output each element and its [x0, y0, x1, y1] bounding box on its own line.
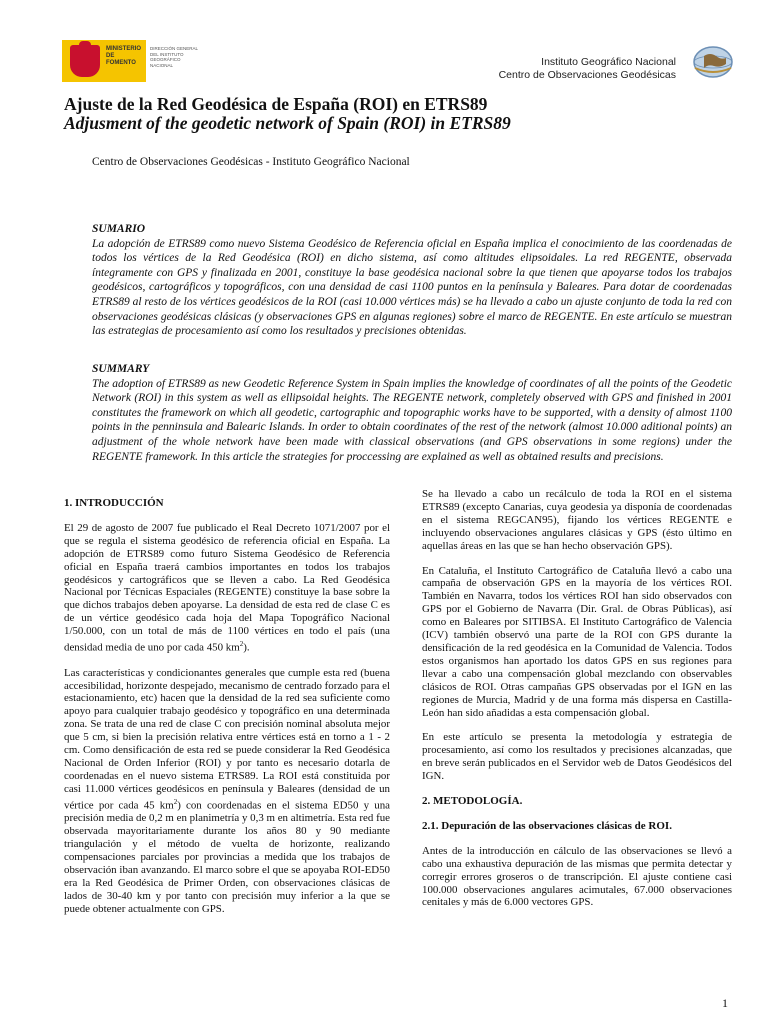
affiliation: Centro de Observaciones Geodésicas - Instituto Geográfico Nacional — [92, 156, 410, 168]
institute-header — [499, 56, 676, 82]
intro-paragraph-2: Las características y condicionantes generales que cumple esta red (buena accesibilidad, horizonte despejado, mecanismo de centrado forzado para el estacionamiento, etc) hacen que la densidad de la red sea suficiente como apoyo para cualquier trabajo geodésico y topográfico en una determinada zona. Se trata de una red de clase C con precisión nominal absoluta mejor que 5 cm, si bien la precisión relativa entre vértices está en torno a 1 - 2 cm. Como densificación de esta red se puede considerar la Red Geodésica Nacional de Orden Inferior (ROI) y por tanto es necesario dotarla de coordenadas en el nuevo sistema ETRS89. La ROI está constituida por casi 11.000 vértices geodésicos en península y Baleares (densidad de un vértice por cada 45 $km^2$) con coordenadas en el sistema ED50 y una precisión media de 0,2 m en planimetría y 0,3 m en altimetría. Esta red fue observada mayoritariamente durante los años 80 y 90 mediante triangulación y el método de vuelta de horizonte, realizando compensaciones parciales por provincias a medida que los trabajos de observación iban avanzando. El marco sobre el que se apoyaba ROI-ED50 era la Red Geodésica de Primer Orden, con observaciones clásicas de lados de 30-40 km y por tanto con precisión muy inferior a la que se puede obtener actualmente con GPS. — [64, 666, 390, 915]
sumario-block — [92, 222, 732, 339]
coat-of-arms-icon — [70, 45, 100, 77]
right-paragraph-4: Antes de la introducción en cálculo de las observaciones se llevó a cabo una exhaustiva depuración de las mismas que permita detectar y corregir errores groseros o de transcripción. El ajuste contiene casi 100.000 observaciones angulares acimutales, 67.000 observaciones cenitales y más de 6.000 vectores GPS. — [422, 844, 732, 909]
right-paragraph-2: En Cataluña, el Instituto Cartográfico de Cataluña llevó a cabo una campaña de observación GPS en la mayoría de los vértices ROI. También en Navarra, todos los vértices ROI han sido observados con GPS por el Gobierno de Navarra (Dir. Gral. de Obras Públicas), así como en Baleares por SITIBSA. El Instituto Cartográfico de Valencia (ICV) también observó una parte de la ROI con GPS durante la densificación de la red geodésica en la Comunidad de Valencia. Todos estos organismos han aportado los datos GPS en sus regiones para llevar a cabo una compensación global mezclando con observables clásicos de ROI. Otras campañas GPS observadas por el IGN en las regiones de Murcia, Madrid y de una forma más dispersa en Castilla-León han sido añadidas a esta compensación global. — [422, 564, 732, 719]
ministry-name: MINISTERIO DE FOMENTO — [106, 46, 142, 66]
sumario-heading: SUMARIO — [92, 223, 146, 235]
left-column — [64, 497, 390, 927]
section-2-heading: 2. METODOLOGÍA. — [422, 795, 523, 808]
intro-paragraph-1: El 29 de agosto de 2007 fue publicado el Real Decreto 1071/2007 por el que se regula el sistema geodésico de referencia oficial en España. La adopción de ETRS89 como futuro Sistema Geodésico de Referencia oficial en España traerá cambios importantes en todos los trabajos geodésicos y cartográficos que se lleven a cabo. La Red Geodésica Nacional por Técnicas Espaciales (REGENTE) constituye la base sobre la que dichos trabajos deben apoyarse. La densidad de esta red de clase C es de un vértice geodésico cada hoja del Mapa Topográfico Nacional 1/50.000, con un total de más de 1100 vértices en todo el país (una densidad media de uno por cada 450 $km^2$). — [64, 521, 390, 654]
summary-block — [92, 362, 732, 464]
ministry-panel-text: DIRECCIÓN GENERAL DEL INSTITUTO GEOGRÁFICO NACIONAL — [146, 40, 204, 82]
title-english: Adjusment of the geodetic network of Spain (ROI) in ETRS89 — [64, 113, 511, 133]
ign-globe-icon — [690, 44, 736, 80]
summary-text: The adoption of ETRS89 as new Geodetic Reference System in Spain implies the knowledge of coordinates of all the points of the Geodetic Network (ROI) in this system as well as ellipsoidal heights. The REGENTE network, completely observed with GPS and finished in 2001 constitutes the framework on which all geodetic, cartographic and topographic works have to be supported, with a density of almost 1100 points in the penninsula and Balearic Islands. In order to obtain coordinates of the rest of the network (almost 10.000 aditional points) an adjustment of the whole network have been made with classical observations (and GPS observations in some regions) under the REGENTE framework. In this article the strategies for proccessing are explained as well as obtained results and precisions. — [92, 377, 732, 463]
page-number: 1 — [722, 996, 728, 1010]
right-column — [422, 488, 732, 921]
title-spanish: Ajuste de la Red Geodésica de España (ROI) en ETRS89 — [64, 94, 488, 114]
institute-name: Instituto Geográfico Nacional — [541, 56, 676, 68]
sumario-text: La adopción de ETRS89 como nuevo Sistema Geodésico de Referencia oficial en España implica el conocimiento de las coordenadas de todos los vértices de la Red Geodésica (ROI) en dicho sistema, así como altitudes elipsoidales. La red REGENTE, observada íntegramente con GPS y finalizada en 2001, constituye la base geodésica nacional sobre la que tienen que apoyarse todos los trabajos geodésicos, cartográficos y topográficos, con una densidad de casi 1100 puntos en la península y Baleares. Para dotar de coordenadas ETRS89 al resto de los vértices geodésicos de la ROI (casi 10.000 vértices más) se ha llevado a cabo un ajuste conjunto de toda la red con observaciones geodésicas clásicas (y observaciones GPS en algunas regiones) sobre el marco de REGENTE. En este artículo se muestran las estrategias de procesamiento así como los resultados y precisiones obtenidas. — [92, 237, 732, 338]
right-paragraph-1: Se ha llevado a cabo un recálculo de toda la ROI en el sistema ETRS89 (excepto Canarias, cuya geodesia ya disponía de coordenadas en el sistema REGCAN95), fijando los vértices REGENTE e incluyendo observaciones angulares clásicas y GPS (ésto último en aquellas áreas en las que se han hecho observación GPS). — [422, 488, 732, 552]
section-2-1-heading: 2.1. Depuración de las observaciones clásicas de ROI. — [422, 819, 672, 832]
section-1-heading: 1. INTRODUCCIÓN — [64, 497, 164, 509]
summary-heading: SUMMARY — [92, 363, 150, 375]
right-paragraph-3: En este artículo se presenta la metodología y estrategia de procesamiento, así como los resultados y precisiones alcanzadas, que en breve serán publicados en el Servidor web de Datos Geodésicos del IGN. — [422, 731, 732, 783]
ministerio-de-fomento-logo — [62, 40, 204, 82]
center-name: Centro de Observaciones Geodésicas — [498, 69, 676, 81]
